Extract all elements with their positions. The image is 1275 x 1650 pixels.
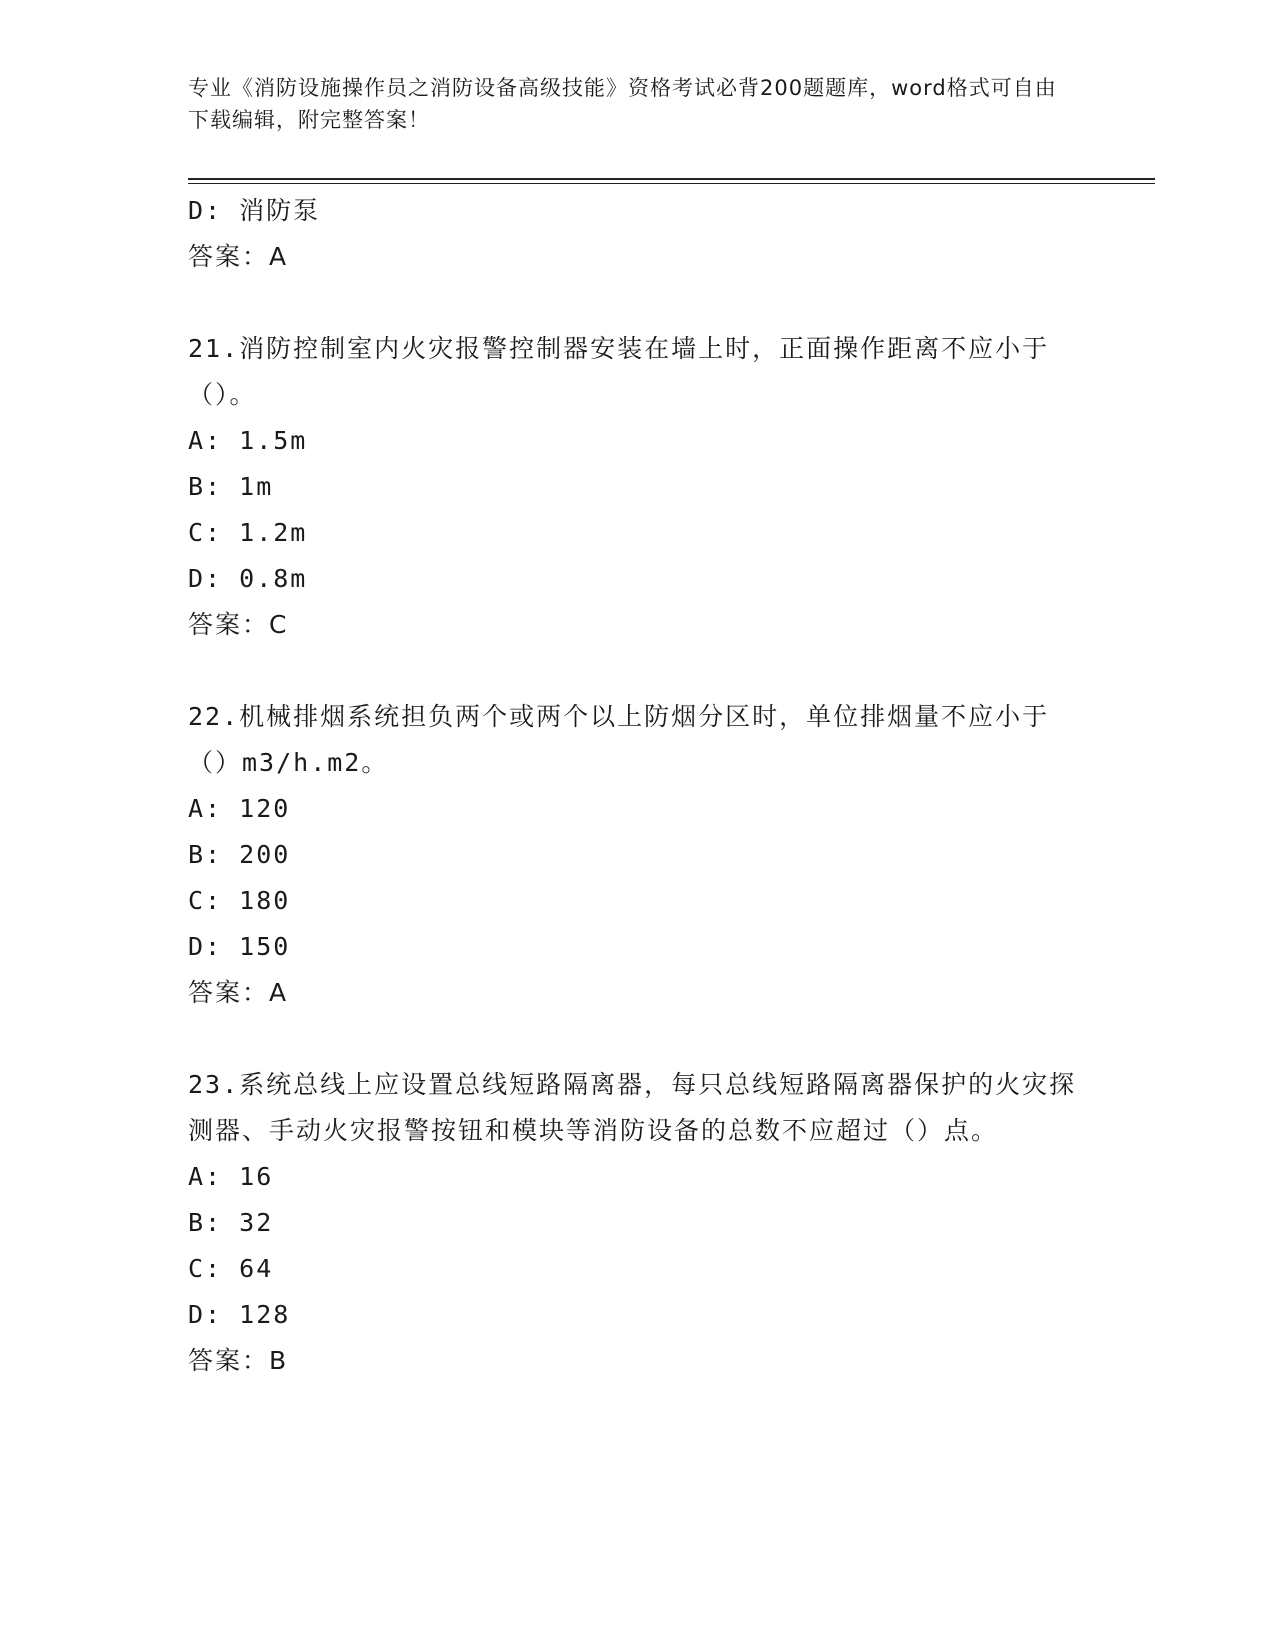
header-divider-thick [188,178,1155,180]
option-a: A: 1.5m [188,426,308,455]
previous-question-tail [188,188,1088,280]
question-list [188,188,1088,1384]
answer-line: 答案：A [188,242,289,271]
question-22 [188,694,1088,1016]
option-d: D: 128 [188,1300,291,1329]
option-d: D: 150 [188,932,291,961]
option-b: B: 32 [188,1208,274,1237]
question-23 [188,1062,1088,1384]
question-21 [188,326,1088,648]
option-c: C: 64 [188,1254,274,1283]
question-stem: 22.机械排烟系统担负两个或两个以上防烟分区时，单位排烟量不应小于（）m3/h.m2。 [188,702,1050,777]
question-stem: 21.消防控制室内火灾报警控制器安装在墙上时，正面操作距离不应小于（）。 [188,334,1050,409]
option-c: C: 180 [188,886,291,915]
option-b: B: 200 [188,840,291,869]
question-stem: 23.系统总线上应设置总线短路隔离器，每只总线短路隔离器保护的火灾探测器、手动火灾报警按钮和模块等消防设备的总数不应超过（）点。 [188,1070,1077,1145]
option-d: D: 消防泵 [188,196,321,225]
option-a: A: 16 [188,1162,274,1191]
answer-line: 答案：B [188,1346,289,1375]
option-d: D: 0.8m [188,564,308,593]
option-c: C: 1.2m [188,518,308,547]
answer-line: 答案：A [188,978,289,1007]
option-b: B: 1m [188,472,274,501]
answer-line: 答案：C [188,610,289,639]
document-header: 专业《消防设施操作员之消防设备高级技能》资格考试必背200题题库，word格式可自由下载编辑，附完整答案！ [188,76,1057,132]
header-divider-thin [188,183,1155,184]
option-a: A: 120 [188,794,291,823]
